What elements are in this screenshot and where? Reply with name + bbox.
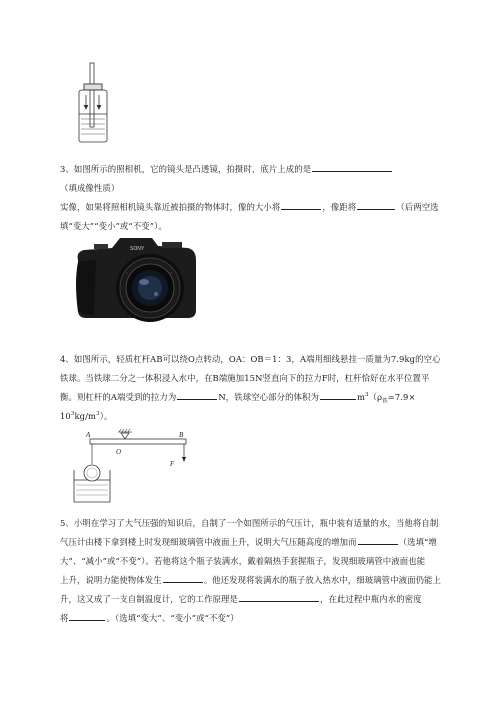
q5-line-2: 气压计由楼下拿到楼上时发现细玻璃管中液面上升，说明大气压随高度的增加而 （选填“增 [60,533,450,552]
question-5 [60,514,450,628]
q5-line-6: 将 。（选填“变大”、“变小”或“不变”） [60,609,450,628]
q3-blank-1 [312,161,392,172]
lever-figure [66,428,201,504]
q3-line-3: 填“变大”“变小”或“不变”）。 [60,221,167,231]
q5-line-5: 升，这又成了一支自制温度计，它的工作原理是 ，在此过程中瓶内水的密度 [60,590,450,609]
q4-line-3: 衡。则杠杆的A端受到的拉力为 N，铁球空心部分的体积为 $m^3(\rho_铁=7.9\times$ [60,388,450,407]
camera-brand-label: SONY [130,246,145,252]
q5-line-4: 上升，说明力能使物体发生 。他还发现将装满水的瓶子放入热水中，细玻璃管中液面仍能上 [60,571,450,590]
question-3 [60,160,450,236]
camera-photo [72,232,202,332]
question-4 [60,350,450,426]
lever-label-f: F [170,460,175,468]
bottle-tube-figure [74,62,114,144]
q3-blank-3 [357,199,395,210]
q5-line-3: 大”、“减小”或“不变”）。若他将这个瓶子装满水，戴着隔热手套握瓶子，发现细玻璃管中液面也能 [60,556,426,566]
q3-line-2: 实像，如果将照相机镜头靠近被拍摄的物体时，像的大小将 ，像距将 （后两空选 [60,198,450,217]
q3-blank-2 [281,199,321,210]
q3-line-1: 3、如图所示的照相机，它的镜头是凸透镜，拍摄时，底片上成的是（填成像性质） [60,160,450,198]
q5-blank-2 [163,572,203,583]
q4-line-4: $10^3kg/m^3$）。 [60,411,113,421]
q5-blank-1 [358,534,398,545]
lever-label-o: O [116,448,122,456]
q5-line-1: 5、小明在学习了大气压强的知识后，自制了一个如图所示的气压计，瓶中装有适量的水，当他将自制 [60,518,439,528]
q4-line-1: 4、如图所示，轻质杠杆AB可以绕O点转动，OA：OB＝1：3，A端用细线悬挂一质量为7.9kg的空心 [60,354,441,364]
q4-line-2: 铁球。当铁球二分之一体积浸入水中，在B端施加15N竖直向下的拉力F时，杠杆恰好在水平位置平 [60,373,430,383]
q5-blank-4 [69,610,105,621]
q4-blank-1 [177,389,217,400]
lever-label-a: A [86,431,91,439]
q5-blank-3 [239,591,319,602]
lever-label-b: B [179,431,184,439]
q4-blank-2 [320,389,356,400]
